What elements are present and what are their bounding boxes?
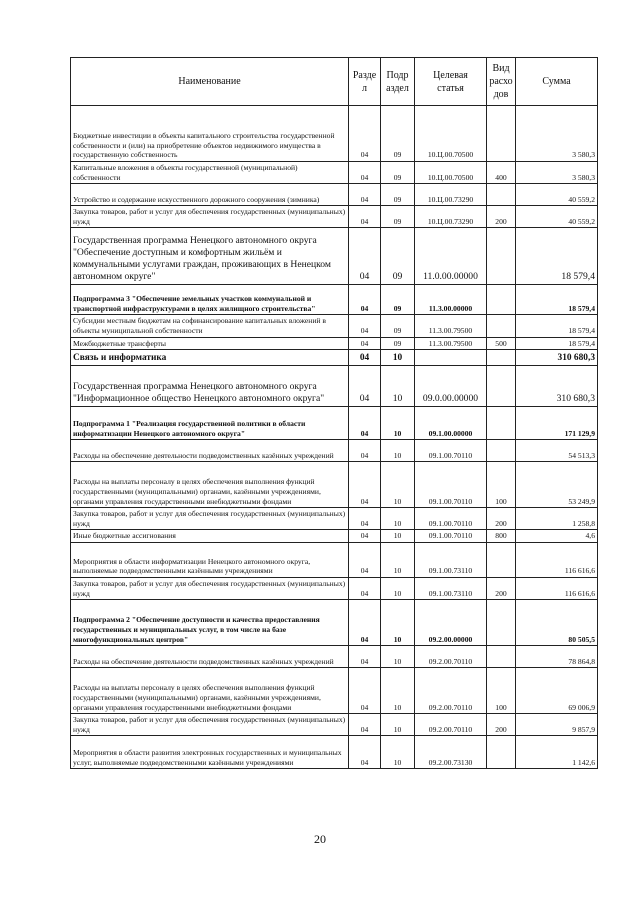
row-sum: 3 580,3: [516, 162, 598, 184]
table-row: [71, 184, 598, 206]
row-podrazdel: 10: [381, 462, 415, 508]
row-vid: [487, 228, 516, 285]
table-row: [71, 228, 598, 285]
row-razdel: 04: [349, 162, 381, 184]
header-name: Наименование: [71, 58, 349, 106]
row-vid: 100: [487, 668, 516, 714]
row-podrazdel: 09: [381, 106, 415, 162]
row-target: 10.Ц.00.70500: [415, 106, 487, 162]
row-podrazdel: 10: [381, 646, 415, 668]
row-vid: [487, 350, 516, 366]
row-podrazdel: 10: [381, 736, 415, 769]
row-razdel: 04: [349, 462, 381, 508]
row-name: Устройство и содержание искусственного дорожного сооружения (зимника): [71, 184, 349, 206]
row-name: Расходы на выплаты персоналу в целях обеспечения выполнения функций государственными (муниципальными) органами, казёнными учреждениями, органами управления государственными внебюджетными фондами: [71, 462, 349, 508]
header-podrazdel: Подр аздел: [381, 58, 415, 106]
row-sum: 18 579,4: [516, 337, 598, 350]
row-vid: [487, 315, 516, 337]
table-row: [71, 337, 598, 350]
row-podrazdel: 10: [381, 508, 415, 530]
row-sum: 69 006,9: [516, 668, 598, 714]
row-razdel: 04: [349, 668, 381, 714]
row-name: Государственная программа Ненецкого автономного округа "Информационное общество Ненецкого автономного округа": [71, 366, 349, 407]
row-sum: 18 579,4: [516, 285, 598, 315]
row-vid: [487, 736, 516, 769]
row-name: Иные бюджетные ассигнования: [71, 530, 349, 543]
row-name: Закупка товаров, работ и услуг для обеспечения государственных (муниципальных) нужд: [71, 508, 349, 530]
row-podrazdel: 09: [381, 315, 415, 337]
row-podrazdel: 10: [381, 530, 415, 543]
row-sum: 40 559,2: [516, 184, 598, 206]
row-podrazdel: 10: [381, 407, 415, 440]
row-name: Расходы на выплаты персоналу в целях обеспечения выполнения функций государственными (муниципальными) органами, казёнными учреждениями, органами управления государственными внебюджетными фондами: [71, 668, 349, 714]
row-name: Межбюджетные трансферты: [71, 337, 349, 350]
row-target: 11.3.00.79500: [415, 337, 487, 350]
row-vid: 200: [487, 206, 516, 228]
row-podrazdel: 10: [381, 577, 415, 599]
row-razdel: 04: [349, 228, 381, 285]
row-razdel: 04: [349, 530, 381, 543]
row-podrazdel: 10: [381, 440, 415, 462]
row-sum: 116 616,6: [516, 542, 598, 577]
row-vid: 800: [487, 530, 516, 543]
table-row: [71, 350, 598, 366]
table-row: [71, 315, 598, 337]
table-row: [71, 106, 598, 162]
row-sum: 18 579,4: [516, 315, 598, 337]
row-razdel: 04: [349, 736, 381, 769]
table-body: [71, 106, 598, 769]
row-name: Мероприятия в области информатизации Ненецкого автономного округа, выполняемые подведомственными казёнными учреждениями: [71, 542, 349, 577]
table-row: [71, 577, 598, 599]
row-podrazdel: 10: [381, 366, 415, 407]
row-sum: 310 680,3: [516, 350, 598, 366]
header-vid: Вид расхо дов: [487, 58, 516, 106]
row-razdel: 04: [349, 337, 381, 350]
row-razdel: 04: [349, 350, 381, 366]
row-sum: 9 857,9: [516, 714, 598, 736]
page-number: 20: [314, 832, 326, 846]
row-name: Мероприятия в области развития электронных государственных и муниципальных услуг, выполняемые подведомственными казёнными учреждениями: [71, 736, 349, 769]
row-podrazdel: 10: [381, 600, 415, 646]
header-sum: Сумма: [516, 58, 598, 106]
row-podrazdel: 09: [381, 337, 415, 350]
table-header-row: [71, 58, 598, 106]
row-name: Расходы на обеспечение деятельности подведомственных казённых учреждений: [71, 646, 349, 668]
table-row: [71, 508, 598, 530]
row-sum: 310 680,3: [516, 366, 598, 407]
row-name: Субсидии местным бюджетам на софинансирование капитальных вложений в объекты муниципальной собственности: [71, 315, 349, 337]
row-podrazdel: 09: [381, 162, 415, 184]
row-name: Закупка товаров, работ и услуг для обеспечения государственных (муниципальных) нужд: [71, 577, 349, 599]
row-razdel: 04: [349, 407, 381, 440]
row-podrazdel: 09: [381, 228, 415, 285]
row-razdel: 04: [349, 206, 381, 228]
row-sum: 18 579,4: [516, 228, 598, 285]
row-target: 10.Ц.00.70500: [415, 162, 487, 184]
row-target: 09.1.00.00000: [415, 407, 487, 440]
row-vid: 500: [487, 337, 516, 350]
row-sum: 40 559,2: [516, 206, 598, 228]
row-name: Подпрограмма 2 "Обеспечение доступности и качества предоставления государственных и муниципальных услуг, в том числе на базе многофункциональных центров": [71, 600, 349, 646]
table-row: [71, 542, 598, 577]
row-target: 09.1.00.70110: [415, 508, 487, 530]
table-row: [71, 530, 598, 543]
row-target: 09.1.00.73110: [415, 577, 487, 599]
row-sum: 78 864,8: [516, 646, 598, 668]
row-razdel: 04: [349, 440, 381, 462]
row-razdel: 04: [349, 508, 381, 530]
row-vid: [487, 646, 516, 668]
row-razdel: 04: [349, 184, 381, 206]
row-razdel: 04: [349, 714, 381, 736]
row-name: Связь и информатика: [71, 350, 349, 366]
row-target: 09.2.00.70110: [415, 668, 487, 714]
row-razdel: 04: [349, 366, 381, 407]
row-razdel: 04: [349, 646, 381, 668]
row-sum: 171 129,9: [516, 407, 598, 440]
row-sum: 54 513,3: [516, 440, 598, 462]
budget-table: [70, 57, 598, 769]
row-target: 09.2.00.70110: [415, 646, 487, 668]
row-target: 09.0.00.00000: [415, 366, 487, 407]
row-razdel: 04: [349, 285, 381, 315]
row-target: 09.1.00.70110: [415, 530, 487, 543]
row-target: 11.0.00.00000: [415, 228, 487, 285]
table-row: [71, 206, 598, 228]
row-vid: 200: [487, 508, 516, 530]
row-sum: 1 258,8: [516, 508, 598, 530]
budget-table-sheet: [70, 57, 597, 769]
row-name: Подпрограмма 3 "Обеспечение земельных участков коммунальной и транспортной инфраструктурами в целях жилищного строительства": [71, 285, 349, 315]
row-vid: 400: [487, 162, 516, 184]
row-name: Расходы на обеспечение деятельности подведомственных казённых учреждений: [71, 440, 349, 462]
row-podrazdel: 10: [381, 542, 415, 577]
row-target: 09.2.00.73130: [415, 736, 487, 769]
row-razdel: 04: [349, 600, 381, 646]
table-row: [71, 366, 598, 407]
row-vid: [487, 106, 516, 162]
row-vid: [487, 440, 516, 462]
row-podrazdel: 10: [381, 714, 415, 736]
row-vid: [487, 600, 516, 646]
row-target: 09.1.00.73110: [415, 542, 487, 577]
row-vid: [487, 542, 516, 577]
row-target: 09.1.00.70110: [415, 440, 487, 462]
table-row: [71, 162, 598, 184]
row-target: 11.3.00.79500: [415, 315, 487, 337]
row-razdel: 04: [349, 577, 381, 599]
row-podrazdel: 09: [381, 285, 415, 315]
row-target: 09.2.00.00000: [415, 600, 487, 646]
row-target: 10.Ц.00.73290: [415, 206, 487, 228]
row-vid: [487, 407, 516, 440]
row-sum: 3 580,3: [516, 106, 598, 162]
header-target: Целевая статья: [415, 58, 487, 106]
table-row: [71, 285, 598, 315]
row-vid: [487, 184, 516, 206]
table-row: [71, 668, 598, 714]
table-row: [71, 440, 598, 462]
table-row: [71, 646, 598, 668]
row-podrazdel: 09: [381, 206, 415, 228]
table-row: [71, 714, 598, 736]
row-target: [415, 350, 487, 366]
row-name: Закупка товаров, работ и услуг для обеспечения государственных (муниципальных) нужд: [71, 714, 349, 736]
row-sum: 53 249,9: [516, 462, 598, 508]
row-sum: 1 142,6: [516, 736, 598, 769]
row-podrazdel: 10: [381, 350, 415, 366]
table-row: [71, 736, 598, 769]
row-target: 10.Ц.00.73290: [415, 184, 487, 206]
row-name: Подпрограмма 1 "Реализация государственной политики в области информатизации Ненецкого автономного округа": [71, 407, 349, 440]
row-vid: [487, 285, 516, 315]
table-row: [71, 462, 598, 508]
row-podrazdel: 10: [381, 668, 415, 714]
row-vid: 200: [487, 714, 516, 736]
table-row: [71, 600, 598, 646]
row-razdel: 04: [349, 315, 381, 337]
row-sum: 116 616,6: [516, 577, 598, 599]
row-target: 09.1.00.70110: [415, 462, 487, 508]
row-sum: 80 505,5: [516, 600, 598, 646]
row-name: Бюджетные инвестиции в объекты капитального строительства государственной собственности и (или) на приобретение объектов недвижимого имущества в государственную собственность: [71, 106, 349, 162]
row-vid: [487, 366, 516, 407]
row-target: 09.2.00.70110: [415, 714, 487, 736]
row-razdel: 04: [349, 106, 381, 162]
row-target: 11.3.00.00000: [415, 285, 487, 315]
table-row: [71, 407, 598, 440]
row-vid: 100: [487, 462, 516, 508]
row-podrazdel: 09: [381, 184, 415, 206]
header-razdel: Разде л: [349, 58, 381, 106]
row-razdel: 04: [349, 542, 381, 577]
row-vid: 200: [487, 577, 516, 599]
row-sum: 4,6: [516, 530, 598, 543]
row-name: Капитальные вложения в объекты государственной (муниципальной) собственности: [71, 162, 349, 184]
row-name: Государственная программа Ненецкого автономного округа "Обеспечение доступным и комфортным жильём и коммунальными услугами граждан, проживающих в Ненецком автономном округе": [71, 228, 349, 285]
row-name: Закупка товаров, работ и услуг для обеспечения государственных (муниципальных) нужд: [71, 206, 349, 228]
